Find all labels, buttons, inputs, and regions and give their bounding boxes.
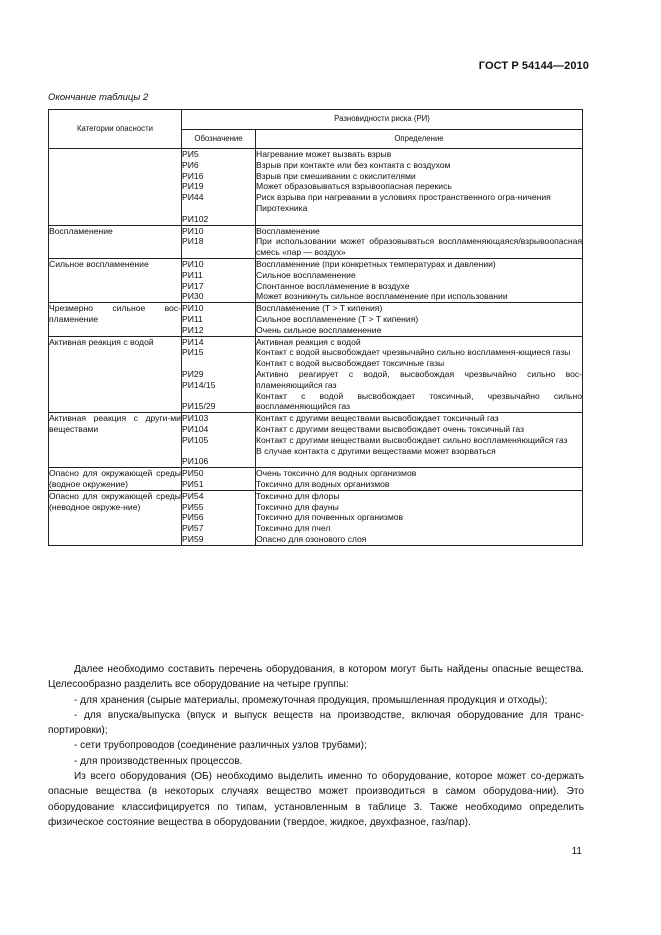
risk-table: [48, 109, 583, 546]
risk-code: РИ30: [182, 291, 204, 302]
risk-code: РИ50: [182, 468, 204, 479]
risk-code: РИ103: [182, 413, 209, 424]
risk-code: РИ14/15: [182, 379, 216, 390]
table-row: [49, 225, 583, 258]
risk-definition: Токсично для фауны: [256, 501, 339, 512]
definitions-cell: [256, 303, 583, 336]
header-risk-group: Разновидности риска (РИ): [182, 110, 583, 130]
definitions-cell: [256, 490, 583, 545]
risk-definition: Нагревание может вызвать взрыв: [256, 149, 392, 159]
risk-code: РИ5: [182, 149, 199, 159]
risk-code: РИ10: [182, 225, 204, 236]
codes-cell: [182, 336, 256, 413]
category-cell: Активная реакция с други-ми веществами: [49, 413, 182, 468]
code-spacer: [182, 203, 255, 214]
definitions-cell: [256, 468, 583, 491]
paragraph: Из всего оборудования (ОБ) необходимо выделить именно то оборудование, которое может со-держать опасные вещества (в некоторых случаях вещество может производиться в самом оборудова-нии). Это оборудование классифицируется по типам, установленным в таблице 3. Также необходимо определить физическое состояние вещества в оборудовании (твердое, жидкое, двухфазное, газ/пар).: [48, 771, 584, 828]
table-row: [49, 413, 583, 468]
code-spacer: [182, 446, 255, 457]
risk-code: РИ29: [182, 368, 204, 379]
risk-definition: Токсично для флоры: [256, 490, 340, 501]
category-cell: Опасно для окружающей среды (водное окружение): [49, 468, 181, 489]
risk-definition: Взрыв при смешивании с окислителями: [256, 170, 416, 181]
codes-cell: [182, 490, 256, 545]
risk-code: РИ15: [182, 347, 204, 358]
codes-cell: [182, 225, 256, 258]
risk-code: РИ51: [182, 478, 204, 489]
risk-definition: В случае контакта с другими веществами может взорваться: [256, 445, 496, 456]
risk-code: РИ17: [182, 280, 204, 291]
code-spacer: [182, 358, 255, 369]
code-spacer: [182, 391, 255, 402]
header-category: Категории опасности: [49, 110, 182, 149]
risk-definition: Воспламенение (при конкретных температурах и давлении): [256, 258, 496, 269]
category-cell: Сильное воспламенение: [49, 258, 182, 302]
definitions-cell: [256, 258, 583, 302]
risk-code: РИ19: [182, 181, 204, 192]
paragraph: Далее необходимо составить перечень оборудования, в котором могут быть найдены опасные вещества. Целесообразно разделить все оборудование на четыре группы:: [48, 664, 584, 691]
risk-code: РИ12: [182, 324, 204, 335]
risk-definition: Воспламенение (T > T кипения): [256, 303, 383, 314]
risk-definition: Опасно для озонового слоя: [256, 533, 367, 544]
risk-code: РИ18: [182, 236, 204, 247]
risk-definition: Сильное воспламенение (T > T кипения): [256, 313, 419, 324]
risk-definition: Очень сильное воспламенение: [256, 324, 382, 335]
codes-cell: [182, 258, 256, 302]
risk-definition: При использовании может образовываться воспламеняющаяся/взрывоопасная смесь «пар — воздух»: [256, 236, 583, 258]
risk-definition: Контакт с другими веществами высвобождает токсичный газ: [256, 413, 499, 424]
list-item: - сети трубопроводов (соединение различных узлов трубами);: [74, 740, 367, 752]
risk-code: РИ14: [182, 336, 204, 347]
risk-definition: Контакт с водой высвобождает токсичные газы: [256, 358, 445, 369]
table-row: [49, 258, 583, 302]
risk-definition: Контакт с другими веществами высвобождает сильно воспламеняющийся газ: [256, 434, 568, 445]
risk-definition: Контакт с водой высвобождает токсичный, чрезвычайно сильно воспламеняющийся газ: [256, 390, 583, 412]
risk-code: РИ10: [182, 303, 204, 314]
table-caption: Окончание таблицы 2: [48, 92, 149, 103]
table-row: [49, 336, 583, 413]
list-item: - для хранения (сырые материалы, промежуточная продукция, промышленная продукция и отходы);: [74, 694, 548, 706]
risk-definition: Может возникнуть сильное воспламенение при использовании: [256, 291, 508, 302]
risk-code: РИ105: [182, 434, 209, 445]
risk-definition: Спонтанное воспламенение в воздухе: [256, 280, 410, 291]
risk-code: РИ6: [182, 159, 199, 170]
risk-code: РИ16: [182, 170, 204, 181]
risk-definition: Сильное воспламенение: [256, 269, 356, 280]
category-cell: [49, 149, 182, 226]
risk-definition: Может образовываться взрывоопасная перекись: [256, 181, 452, 192]
table-row: [49, 149, 583, 226]
codes-cell: [182, 303, 256, 336]
table-row: [49, 490, 583, 545]
risk-definition: Токсично для водных организмов: [256, 478, 390, 489]
risk-code: РИ56: [182, 512, 204, 523]
codes-cell: [182, 468, 256, 491]
risk-definition: Контакт с другими веществами высвобождает очень токсичный газ: [256, 423, 525, 434]
risk-definition: Контакт с водой высвобождает чрезвычайно сильно воспламеня-ющиеся газы: [256, 347, 571, 358]
risk-definition: Взрыв при контакте или без контакта с воздухом: [256, 159, 451, 170]
risk-code: РИ44: [182, 192, 204, 203]
definitions-cell: [256, 413, 583, 468]
category-cell: Опасно для окружающей среды (неводное окруже-ние): [49, 490, 182, 545]
risk-definition: Пиротехника: [256, 202, 308, 213]
definitions-cell: [256, 149, 583, 226]
codes-cell: [182, 413, 256, 468]
table-row: [49, 303, 583, 336]
definitions-cell: [256, 336, 583, 413]
risk-code: РИ11: [182, 313, 203, 324]
category-cell: Активная реакция с водой: [49, 336, 182, 413]
risk-definition: Токсично для пчел: [256, 523, 331, 534]
codes-cell: [182, 149, 256, 226]
risk-code: РИ104: [182, 423, 209, 434]
risk-code: РИ10: [182, 258, 204, 269]
list-item: - для производственных процессов.: [74, 755, 243, 767]
risk-code: РИ54: [182, 490, 204, 501]
risk-code: РИ102: [182, 213, 209, 224]
risk-definition: Риск взрыва при нагревании в условиях пространственного огра-ничения: [256, 192, 551, 203]
risk-definition: Воспламенение: [256, 225, 320, 236]
header-definition: Определение: [256, 130, 583, 149]
risk-code: РИ106: [182, 456, 209, 467]
risk-code: РИ59: [182, 533, 204, 544]
list-item: - для впуска/выпуска (впуск и выпуск веществ на производстве, включая оборудование для транс-портировки);: [48, 709, 584, 737]
risk-code: РИ11: [182, 269, 203, 280]
category-cell: Воспламенение: [49, 225, 182, 258]
risk-definition: Активная реакция с водой: [256, 336, 361, 347]
risk-definition: Токсично для почвенных организмов: [256, 512, 404, 523]
definitions-cell: [256, 225, 583, 258]
table-row: [49, 468, 583, 491]
risk-definition: Активно реагирует с водой, высвобождая чрезвычайно сильно вос-пламеняющийся газ: [256, 368, 583, 390]
header-code: Обозначение: [182, 130, 256, 149]
risk-code: РИ55: [182, 501, 204, 512]
body-text: [48, 662, 584, 830]
risk-code: РИ57: [182, 523, 204, 534]
risk-definition: Очень токсично для водных организмов: [256, 468, 417, 479]
category-cell: Чрезмерно сильное вос-пламенение: [49, 303, 182, 336]
standard-number: ГОСТ Р 54144—2010: [478, 60, 589, 72]
page-number: 11: [571, 846, 582, 857]
risk-code: РИ15/29: [182, 401, 216, 412]
